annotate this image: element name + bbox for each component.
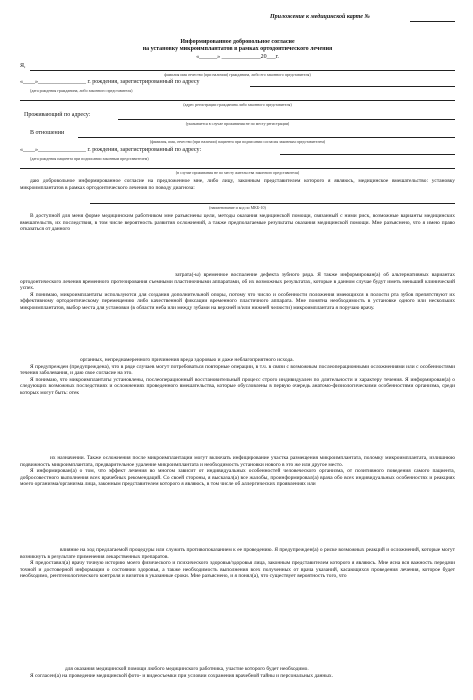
ya-label: Я,	[20, 63, 26, 69]
patient-address-line-2[interactable]	[20, 168, 455, 169]
block-3-paragraph-1: органных, непреднамеренного причинения вреда здоровью и даже неблагоприятного исхода.	[80, 357, 294, 363]
intro-paragraph	[20, 178, 455, 191]
block-4-paragraph-2: Я информирован(а) о том, что эффект лечения во многом зависит от индивидуальных особенностей человеческого организма, от позитивного поведения самого пациента, добросовестного выполнения всех врачебных рекомендаций. Со своей стороны, я высказал(а) все жалобы, проинформировал(а) врача обо всех индивидуальных особенностях и реакциях моего организма/организма лица, законным представителем которого я являюсь, в том числе об аллергических проявлениях или	[20, 468, 455, 488]
block-2	[20, 272, 455, 312]
form-title: Информированное добровольное согласие	[180, 39, 295, 45]
mkb-hint: (наименование и код по МКБ-10)	[209, 205, 266, 210]
birth-line-2: «____»________________ г. рождения, зарегистрированный по адресу:	[20, 147, 202, 153]
patient-hint: (фамилия, имя, отчество (при наличии) пациента при подписании согласия законным представителем)	[149, 139, 326, 144]
residing-line[interactable]	[118, 119, 455, 120]
in-relation-label: В отношении	[30, 130, 65, 136]
block-3-paragraph-3: Я понимаю, что микроимплантаты установлены, послеоперационный восстановительный процесс строго индивидуален по длительности и характеру течения. Я информирован(а) о следующих возможных последствиях и осложнениях проведенного вмешательства, которые обусловлены в первую очередь анатомо-физиологическими особенностями организма, среди которых могут быть: отек	[20, 376, 455, 396]
patient-address-line[interactable]	[280, 154, 455, 155]
residing-label: Проживающий по адресу:	[24, 112, 91, 118]
patient-line[interactable]	[78, 137, 455, 138]
card-number-line	[410, 21, 455, 22]
block-2-paragraph-2: Я понимаю, микроимплантаты используются для создания дополнительной опоры, потому что число и особенности положения имеющихся в полости рта зубов препятствуют их эффективному ортодонтическому перемещению либо качественной фиксации временного пластичного аппарата. Мне понятна необходимость в установке одного или нескольких микроимплантатов, выбор места для установки (в области неба или между зубами на верхней и/или нижней челюсти) микроимплантата я поручаю врачу.	[20, 291, 455, 311]
block-3	[20, 357, 455, 397]
block-5-paragraph-1: влияние на ход предлагаемой процедуры или служить противопоказанием к ее проведению. Я предупрежден(а) о риске возможных реакций и осложнений, которые могут возникнуть в результате применения лекарственных препаратов.	[20, 547, 455, 560]
address-line-2[interactable]	[20, 100, 455, 101]
block-3-paragraph-2: Я предупрежден (предупреждена), что в ряде случаев могут потребоваться повторные операции, в т.ч. в связи с возможным послеоперационными осложнениями или с особенностями течения заболевания, и даю свое согласие на это.	[20, 363, 455, 377]
block-2-paragraph-1: затрата(-ы) временное воспаление дефекта зубного ряда. Я также информирован(а) об альтернативных вариантах ортодонтического лечения временного протезирования съемными пластиночными аппаратами, об их возможных результатах, которые в данном случае будут иметь меньший клинический успех.	[20, 272, 455, 292]
block-4-paragraph-1: их назначении. Также осложнения после микроимплантации могут включать инфицирование участка размещения микроимплантата, поломку микроимплантата, излишнюю подвижность микроимплантата, предварительное удаление микроимплантата и необходимость установки нового в это же или другое место.	[20, 455, 455, 468]
birth-hint-2: (дата рождения пациента при подписании законным представителем)	[30, 156, 149, 161]
block-6-paragraph-1: для оказания медицинской помощи любого медицинского работника, участие которого будет необходимо.	[65, 666, 309, 672]
form-date-line: «______» _____________20___г.	[196, 54, 279, 60]
fio-line[interactable]	[30, 70, 455, 71]
residing-hint-2: (в случае проживания не по месту жительства законного представителя)	[175, 170, 300, 175]
block-6	[20, 666, 455, 679]
block-5	[20, 547, 455, 580]
form-subtitle: на установку микроимплантатов в рамках ортодонтического лечения	[142, 46, 333, 52]
residing-hint: (указывается в случае проживания не по месту регистрации)	[185, 121, 290, 126]
block-1	[20, 213, 455, 233]
block-6-paragraph-2: Я согласен(а) на проведение медицинской фото- и видеосъемки при условии сохранения врачебной тайны и персональных данных.	[30, 672, 333, 679]
block-5-paragraph-2: Я предоставил(а) врачу точную историю моего физического и психического здоровья/здоровья лица, законным представителем которого я являюсь. Мне ясна вся важность передачи точной и достоверной информации о состоянии здоровья, а также необходимость выполнения всех полученных от врача указаний, касающихся проведения лечения, которое будет необходимо, рентгенологического контроля и визитов в указанные сроки. Мне разъяснено, и я понял(а), что существует вероятность того, что	[20, 560, 455, 580]
birth-line: «____»________________ г. рождения, зарегистрированный по адресу	[20, 79, 200, 85]
address-hint: (адрес регистрации гражданина либо законного представителя)	[183, 102, 292, 107]
address-line[interactable]	[250, 86, 455, 87]
diagnosis-line[interactable]	[90, 203, 455, 204]
block-4	[20, 455, 455, 488]
birth-hint: (дата рождения гражданина, либо законного представителя)	[30, 88, 133, 93]
appendix-label: Приложение к медицинской карте №	[270, 14, 370, 20]
intro-text: даю добровольное информированное согласие на предложенное мне, либо лицу, законным представителем которого я являюсь, медицинское вмешательство: установку микроимплантатов в рамках ортодонтического лечения по поводу диагноза:	[20, 178, 455, 191]
fio-hint: фамилия имя отчество (при наличии) гражданина, либо его законного представителя)	[164, 72, 311, 77]
block-1-paragraph: В доступной для меня форме медицинским работником мне разъяснены цели, методы оказания медицинской помощи, связанный с ними риск, возможные варианты медицинских вмешательств, их последствия, в том числе вероятность развития осложнений, а также предполагаемые результаты оказания медицинской помощи. Мне разъяснено, что я имею право отказаться от данного	[20, 213, 455, 233]
